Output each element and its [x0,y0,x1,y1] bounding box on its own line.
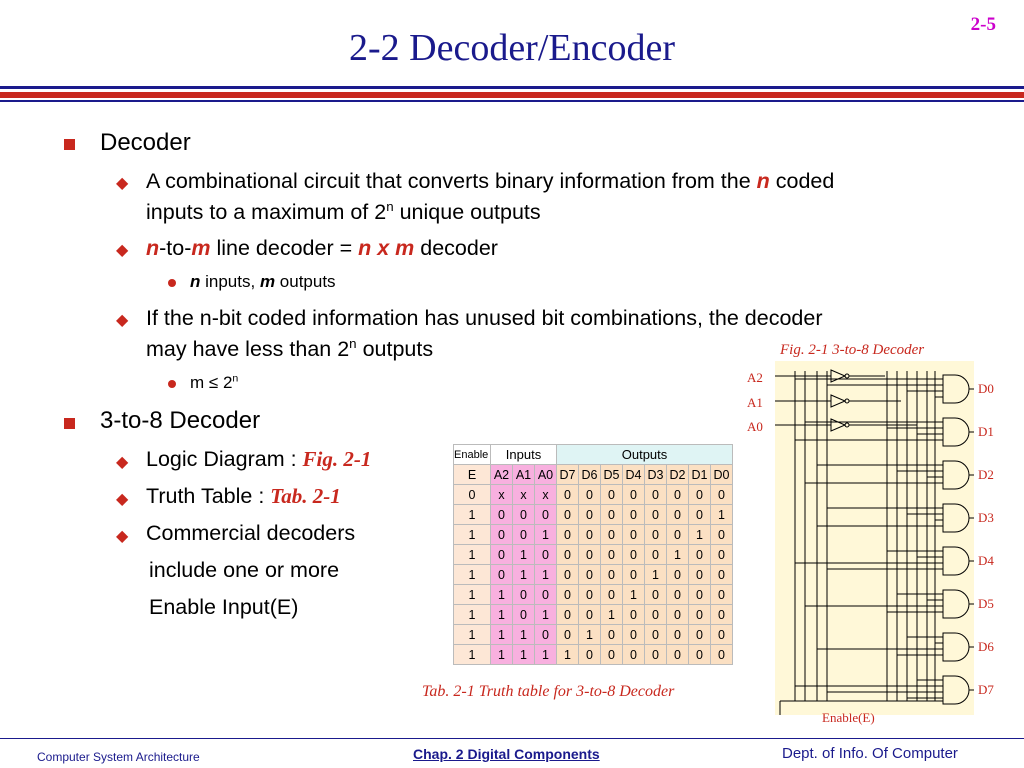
table-cell: 0 [667,485,689,505]
table-cell: 0 [711,545,733,565]
bullet-truth-table: Truth Table : Tab. 2-1 [146,484,341,508]
table-cell: 1 [513,645,535,665]
enable-label: Enable(E) [822,710,875,725]
table-cell: 0 [711,525,733,545]
table-cell: 0 [601,625,623,645]
table-cell: 1 [513,625,535,645]
table-cell: 0 [535,505,557,525]
and-gate-icon [943,375,969,403]
output-label-d2: D2 [978,467,994,482]
table-cell: 1 [535,525,557,545]
slide-title: 2-2 Decoder/Encoder [348,27,675,69]
table-cell: 0 [645,605,667,625]
page-number: 2-5 [970,14,996,35]
input-label-a1: A1 [747,395,763,410]
table-cell: 0 [491,525,513,545]
table-row [454,485,733,505]
table-cell: 0 [711,485,733,505]
table-group-header: Enable [454,445,491,465]
table-cell: 0 [513,605,535,625]
table-cell: 0 [689,585,711,605]
table-cell: 1 [454,565,491,585]
output-label-d3: D3 [978,510,994,525]
table-row [454,565,733,585]
table-cell: 0 [623,605,645,625]
table-cell: 0 [557,525,579,545]
bullet-decoder: Decoder [100,129,191,156]
table-cell: 0 [579,645,601,665]
table-column-header: A1 [513,465,535,485]
table-cell: 0 [579,485,601,505]
bullet-commercial: Commercial decoders [146,521,356,545]
table-cell: 1 [513,565,535,585]
table-cell: 1 [491,585,513,605]
table-cell: 0 [623,645,645,665]
table-cell: 1 [623,585,645,605]
bullet-unused: If the n-bit coded information has unused bit combinations, the decoder [146,306,823,330]
table-cell: 0 [645,525,667,545]
table-cell: 0 [601,505,623,525]
table-column-header: A0 [535,465,557,485]
table-cell: 1 [645,565,667,585]
table-cell: 0 [667,525,689,545]
table-cell: 1 [535,565,557,585]
table-cell: 0 [623,505,645,525]
bullet-unused-cont: may have less than 2$^n$ outputs [146,335,434,361]
table-cell: 0 [601,585,623,605]
output-label-d5: D5 [978,596,994,611]
table-row [454,625,733,645]
table-cell: 0 [535,585,557,605]
table-cell: 0 [667,565,689,585]
table-cell: x [535,485,557,505]
bullet-m-le: $m \le 2^n$ [190,372,239,392]
table-row [454,585,733,605]
table-cell: 0 [557,605,579,625]
dot-bullet-icon [168,279,176,287]
table-cell: 1 [557,645,579,665]
table-cell: 1 [535,605,557,625]
output-label-d6: D6 [978,639,994,654]
dot-bullet-icon [168,380,176,388]
table-column-header: D3 [645,465,667,485]
table-row [454,645,733,665]
table-cell: 0 [645,485,667,505]
and-gate-icon [943,676,969,704]
table-cell: 0 [579,505,601,525]
table-cell: 0 [557,625,579,645]
table-cell: 0 [557,565,579,585]
bullet-logic-diagram: Logic Diagram : Fig. 2-1 [146,447,372,471]
truth-table [453,444,733,665]
table-cell: 0 [579,545,601,565]
table-cell: 1 [667,545,689,565]
table-cell: 0 [667,605,689,625]
table-cell: 0 [579,565,601,585]
table-cell: 0 [623,545,645,565]
table-cell: 0 [535,545,557,565]
output-label-d0: D0 [978,381,994,396]
table-column-header: D1 [689,465,711,485]
table-group-header: Outputs [557,445,733,465]
table-cell: 0 [689,645,711,665]
table-cell: 1 [454,585,491,605]
table-cell: 0 [711,565,733,585]
table-cell: 1 [454,625,491,645]
table-column-header: D4 [623,465,645,485]
table-cell: 0 [623,525,645,545]
table-column-header: E [454,465,491,485]
table-cell: 0 [689,565,711,585]
table-cell: 0 [689,505,711,525]
inverter-icon [831,419,845,431]
table-cell: 0 [623,625,645,645]
table-cell: 0 [667,645,689,665]
bullet-inputs-outputs: n inputs, m outputs [190,272,336,291]
table-cell: 1 [491,645,513,665]
bullet-3-to-8: 3-to-8 Decoder [100,407,261,434]
table-cell: 0 [557,545,579,565]
and-gate-icon [943,461,969,489]
table-cell: 0 [491,545,513,565]
table-cell: 0 [711,625,733,645]
table-cell: 0 [711,605,733,625]
diamond-bullet-icon: ◆ [116,242,129,259]
table-cell: 0 [513,505,535,525]
input-label-a2: A2 [747,370,763,385]
table-row [454,545,733,565]
bullet-commercial-cont: include one or more [149,558,340,582]
table-cell: 0 [711,585,733,605]
table-cell: 0 [491,565,513,585]
table-cell: 1 [454,605,491,625]
table-column-header: D5 [601,465,623,485]
diamond-bullet-icon: ◆ [116,312,129,329]
table-column-header: D2 [667,465,689,485]
table-cell: 0 [601,485,623,505]
table-cell: 0 [601,545,623,565]
table-cell: 1 [454,645,491,665]
title-divider [0,86,1024,89]
table-column-header: D0 [711,465,733,485]
square-bullet-icon [64,418,75,429]
table-cell: 0 [623,485,645,505]
table-cell: 0 [645,505,667,525]
decoder-circuit [775,361,974,715]
table-cell: 1 [491,605,513,625]
table-cell: 1 [601,605,623,625]
table-cell: 1 [711,505,733,525]
and-gate-icon [943,590,969,618]
table-cell: 0 [623,565,645,585]
and-gate-icon [943,633,969,661]
table-cell: 0 [601,525,623,545]
table-cell: 1 [513,545,535,565]
table-cell: 0 [557,585,579,605]
table-row [454,525,733,545]
figure-caption: Fig. 2-1 3-to-8 Decoder [780,342,925,358]
table-header-row [454,465,733,485]
footer-chapter: Chap. 2 Digital Components [413,746,600,762]
table-row [454,505,733,525]
table-column-header: A2 [491,465,513,485]
table-cell: 0 [689,625,711,645]
title-divider [0,92,1024,98]
diamond-bullet-icon: ◆ [116,491,129,508]
table-cell: 0 [557,505,579,525]
bullet-commercial-cont: Enable Input(E) [149,595,299,619]
footer-course: Computer System Architecture [37,750,200,764]
and-gate-icon [943,504,969,532]
table-column-header: D6 [579,465,601,485]
bullet-n-to-m: n-to-m line decoder = n x m decoder [146,236,498,260]
table-cell: 0 [513,585,535,605]
table-cell: 0 [711,645,733,665]
output-label-d4: D4 [978,553,994,568]
table-cell: 0 [645,625,667,645]
inverter-icon [831,395,845,407]
title-divider [0,100,1024,102]
table-cell: 1 [454,545,491,565]
table-cell: 1 [454,505,491,525]
table-cell: 0 [579,585,601,605]
output-label-d7: D7 [978,682,994,697]
table-cell: 0 [645,645,667,665]
table-cell: 0 [689,605,711,625]
table-cell: 1 [535,645,557,665]
table-cell: 0 [579,525,601,545]
table-cell: 0 [667,625,689,645]
table-cell: 0 [689,545,711,565]
footer-dept: Dept. of Info. Of Computer [782,745,958,762]
diamond-bullet-icon: ◆ [116,175,129,192]
table-cell: 0 [645,585,667,605]
decoder-logic-diagram [775,361,974,715]
bullet-definition-cont: inputs to a maximum of 2$^n$ unique outputs [146,198,541,224]
table-row [454,605,733,625]
bullet-definition: A combinational circuit that converts binary information from the n coded [146,169,835,193]
table-cell: 0 [579,605,601,625]
table-cell: 0 [667,585,689,605]
and-gate-icon [943,547,969,575]
table-cell: 0 [667,505,689,525]
table-cell: 0 [689,485,711,505]
square-bullet-icon [64,139,75,150]
table-caption: Tab. 2-1 Truth table for 3-to-8 Decoder [422,683,675,700]
table-cell: 1 [579,625,601,645]
diamond-bullet-icon: ◆ [116,528,129,545]
and-gate-icon [943,418,969,446]
output-label-d1: D1 [978,424,994,439]
table-cell: 0 [491,505,513,525]
table-cell: 0 [557,485,579,505]
table-cell: 0 [601,565,623,585]
table-cell: 0 [535,625,557,645]
table-cell: 0 [645,545,667,565]
input-label-a0: A0 [747,419,763,434]
table-cell: 1 [689,525,711,545]
table-cell: 0 [601,645,623,665]
table-cell: 0 [454,485,491,505]
table-cell: x [491,485,513,505]
table-cell: 1 [454,525,491,545]
footer-divider [0,738,1024,739]
table-group-header: Inputs [491,445,557,465]
table-cell: 1 [491,625,513,645]
table-column-header: D7 [557,465,579,485]
table-cell: x [513,485,535,505]
inverter-icon [831,370,845,382]
diamond-bullet-icon: ◆ [116,454,129,471]
table-cell: 0 [513,525,535,545]
